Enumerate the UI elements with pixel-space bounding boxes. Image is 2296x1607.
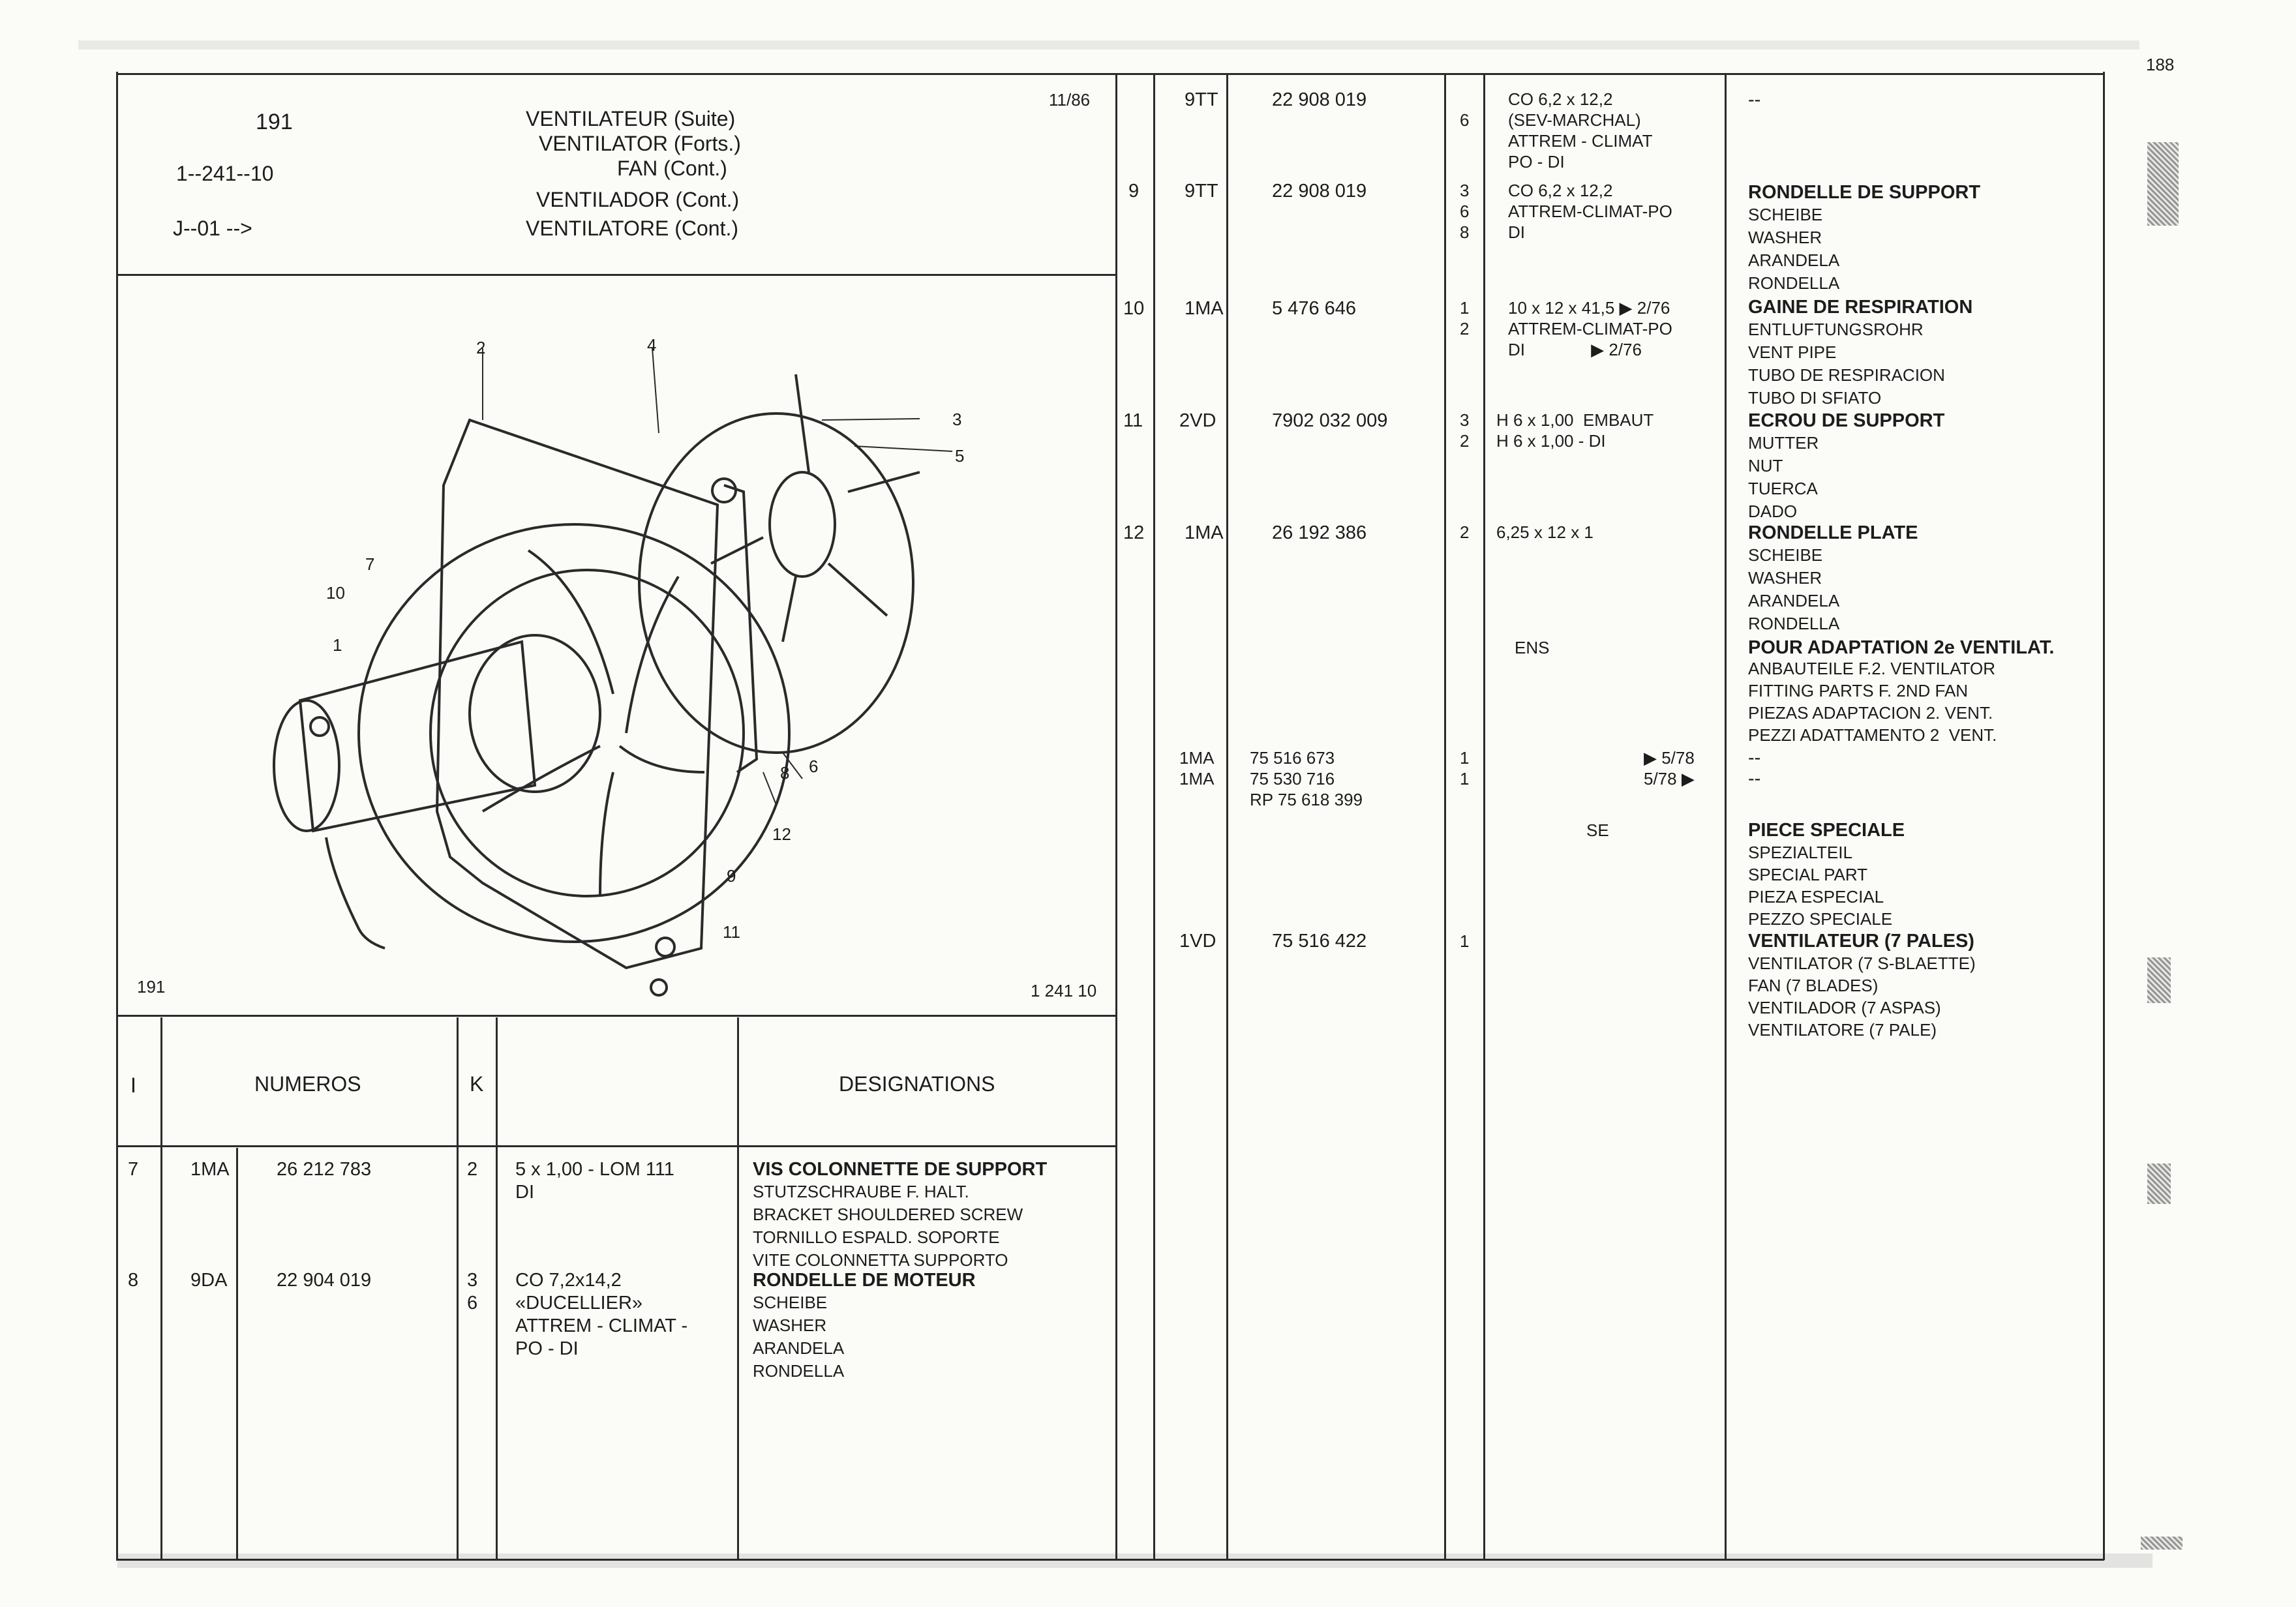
- title-en: FAN (Cont.): [617, 157, 727, 180]
- title-de: VENTILATOR (Forts.): [539, 132, 741, 155]
- right-row-number: 22 908 019: [1272, 181, 1367, 202]
- right-row-code: 1VD: [1179, 931, 1216, 952]
- section-number: 191: [256, 110, 293, 134]
- callout-8: 8: [780, 763, 790, 783]
- callout-1: 1: [333, 635, 342, 655]
- right-row-translations: ANBAUTEILE F.2. VENTILATOR FITTING PARTS F. 2ND FAN PIEZAS ADAPTACION 2. VENT. PEZZI ADATTAMENTO 2 VENT.: [1748, 659, 1997, 745]
- right-row-qty: 1 2: [1460, 298, 1470, 338]
- leader-line: [854, 446, 952, 451]
- title-fr: VENTILATEUR (Suite): [526, 107, 736, 130]
- callout-10: 10: [326, 583, 345, 603]
- second-fan-blade: [796, 374, 809, 472]
- right-row-spec: 10 x 12 x 41,5 ▶ 2/76 ATTREM-CLIMAT-PO DI ▶ 2/76: [1508, 298, 1672, 359]
- left-col-line: [457, 1017, 459, 1559]
- left-row-code: 9DA: [190, 1270, 228, 1291]
- fan-blade: [600, 772, 613, 896]
- left-row-index: 8: [128, 1270, 139, 1291]
- callout-2: 2: [476, 338, 486, 357]
- right-row-translations: ENTLUFTUNGSROHR VENT PIPE TUBO DE RESPIRACION TUBO DI SFIATO: [1748, 320, 1945, 408]
- second-fan-blade: [711, 537, 763, 563]
- col-header-designations: DESIGNATIONS: [839, 1072, 995, 1096]
- left-col-line: [160, 1017, 162, 1559]
- right-row-designation: POUR ADAPTATION 2e VENTILAT.: [1748, 637, 2055, 658]
- right-row-number: 5 476 646: [1272, 298, 1357, 319]
- callout-9: 9: [727, 866, 736, 886]
- callout-7: 7: [365, 554, 375, 574]
- leader-line: [652, 348, 659, 433]
- right-edge-stamp: [2147, 1164, 2171, 1204]
- right-row-code: 2VD: [1179, 410, 1216, 431]
- left-row-number: 26 212 783: [277, 1159, 372, 1180]
- motor-wire: [326, 837, 385, 948]
- right-row-designation: RONDELLE DE SUPPORT: [1748, 182, 1981, 203]
- second-fan-blade: [783, 577, 796, 642]
- left-row-qty: 3 6: [467, 1270, 478, 1314]
- right-row-code: 1MA 1MA: [1179, 748, 1215, 788]
- right-row-designation: --: [1748, 89, 1761, 110]
- arrow-code: J--01 -->: [173, 217, 252, 240]
- col-header-numeros: NUMEROS: [254, 1072, 361, 1096]
- title-it: VENTILATORE (Cont.): [526, 217, 738, 240]
- right-row-number: 26 192 386: [1272, 522, 1367, 543]
- right-col-line: [1483, 73, 1485, 1559]
- washer: [656, 938, 674, 956]
- nut: [651, 980, 667, 995]
- leader-line: [763, 772, 776, 805]
- right-row-qty: 2: [1460, 522, 1470, 542]
- left-row-translations: SCHEIBE WASHER ARANDELA RONDELLA: [753, 1293, 845, 1381]
- col-header-index: I: [130, 1074, 136, 1097]
- right-row-spec: CO 6,2 x 12,2 ATTREM-CLIMAT-PO DI: [1508, 181, 1672, 242]
- right-row-translations: SCHEIBE WASHER ARANDELA RONDELLA: [1748, 205, 1840, 293]
- right-row-qty: 1 1: [1460, 748, 1470, 788]
- fan-shroud: [437, 420, 718, 968]
- right-row-designation: ECROU DE SUPPORT: [1748, 410, 1945, 431]
- top-scan-noise: [78, 40, 2139, 50]
- second-fan-blade: [848, 472, 920, 492]
- right-row-translations: MUTTER NUT TUERCA DADO: [1748, 433, 1819, 521]
- right-edge-stamp: [2147, 957, 2171, 1003]
- left-row-designation: RONDELLE DE MOTEUR: [753, 1270, 976, 1291]
- table-header-divider: [116, 1145, 1115, 1147]
- diagram-footer-right: 1 241 10: [1031, 981, 1097, 1000]
- right-row-translations: VENTILATOR (7 S-BLAETTE) FAN (7 BLADES) VENTILADOR (7 ASPAS) VENTILATORE (7 PALE): [1748, 954, 1976, 1040]
- second-fan-hub: [770, 472, 835, 577]
- left-col-line: [737, 1017, 739, 1559]
- right-row-translations: SCHEIBE WASHER ARANDELA RONDELLA: [1748, 545, 1840, 633]
- callout-11: 11: [723, 922, 740, 942]
- right-row-translations: SPEZIALTEIL SPECIAL PART PIEZA ESPECIAL PEZZO SPECIALE: [1748, 843, 1893, 929]
- right-row-number: 75 516 422: [1272, 931, 1367, 952]
- right-row-index: 12: [1123, 522, 1145, 543]
- left-row-translations: STUTZSCHRAUBE F. HALT. BRACKET SHOULDERED SCREW TORNILLO ESPALD. SOPORTE VITE COLONNETTA SUPPORTO: [753, 1182, 1023, 1270]
- left-row-index: 7: [128, 1159, 139, 1180]
- left-row-qty: 2: [467, 1159, 478, 1180]
- diagram-footer-left: 191: [137, 977, 166, 997]
- right-col-line: [1725, 73, 1727, 1559]
- title-es: VENTILADOR (Cont.): [536, 188, 740, 211]
- right-row-spec: SE: [1586, 820, 1609, 840]
- right-row-code: 1MA: [1185, 522, 1224, 543]
- motor-terminal: [310, 717, 329, 736]
- right-row-designation: -- --: [1748, 747, 1761, 789]
- corner-label: 188: [2146, 55, 2175, 74]
- left-row-number: 22 904 019: [277, 1270, 372, 1291]
- right-col-line: [1153, 73, 1155, 1559]
- callout-12: 12: [772, 824, 791, 844]
- callout-5: 5: [955, 446, 965, 466]
- right-row-designation: GAINE DE RESPIRATION: [1748, 297, 1973, 318]
- frame-top: [116, 73, 2104, 75]
- second-fan-ring: [639, 413, 913, 753]
- right-row-number: 75 516 673 75 530 716 RP 75 618 399: [1250, 748, 1363, 809]
- right-row-qty: 6: [1460, 110, 1470, 130]
- callout-4: 4: [647, 335, 657, 355]
- leader-line: [822, 419, 920, 420]
- mounting-bracket: [724, 485, 757, 772]
- right-row-spec: CO 6,2 x 12,2 (SEV-MARCHAL) ATTREM - CLIMAT PO - DI: [1508, 89, 1653, 172]
- right-row-spec: 6,25 x 12 x 1: [1496, 522, 1594, 542]
- right-row-index: 9: [1128, 181, 1140, 202]
- frame-bottom: [116, 1559, 2104, 1561]
- header-divider: [116, 274, 1115, 276]
- right-row-spec: H 6 x 1,00 EMBAUT H 6 x 1,00 - DI: [1496, 410, 1654, 451]
- right-row-number: 7902 032 009: [1272, 410, 1388, 431]
- fan-blade: [620, 746, 704, 772]
- right-row-code: 9TT: [1185, 181, 1218, 202]
- section-ref: 1--241--10: [176, 162, 274, 185]
- right-row-spec: ▶ 5/78 5/78 ▶: [1644, 748, 1695, 788]
- right-row-designation: PIECE SPECIALE: [1748, 820, 1905, 841]
- callout-3: 3: [952, 410, 962, 429]
- left-col-line: [496, 1017, 498, 1559]
- right-edge-stamp: [2147, 142, 2179, 226]
- col-header-k: K: [470, 1072, 484, 1096]
- left-row-code: 1MA: [190, 1159, 230, 1180]
- right-row-qty: 1: [1460, 931, 1470, 951]
- shroud-ring: [359, 524, 789, 942]
- right-row-code: 9TT: [1185, 89, 1218, 110]
- right-row-qty: 3 6 8: [1460, 181, 1470, 242]
- right-row-spec: ENS: [1515, 638, 1550, 657]
- right-edge-stamp: [2141, 1537, 2183, 1550]
- right-row-number: 22 908 019: [1272, 89, 1367, 110]
- right-col-line: [1226, 73, 1228, 1559]
- right-row-designation: VENTILATEUR (7 PALES): [1748, 931, 1974, 952]
- diagram-divider: [116, 1015, 1115, 1017]
- right-col-line: [1444, 73, 1446, 1559]
- right-row-code: 1MA: [1185, 298, 1224, 319]
- left-row-spec: 5 x 1,00 - LOM 111 DI: [515, 1159, 674, 1203]
- fan-motor: [470, 635, 600, 792]
- callout-6: 6: [809, 757, 819, 776]
- right-col-line: [1115, 73, 1117, 1559]
- left-row-designation: VIS COLONNETTE DE SUPPORT: [753, 1159, 1048, 1180]
- right-row-index: 10: [1123, 298, 1145, 319]
- right-row-qty: 3 2: [1460, 410, 1470, 451]
- date-code: 11/86: [1049, 90, 1091, 110]
- second-fan-blade: [828, 563, 887, 616]
- right-row-index: 11: [1123, 410, 1143, 431]
- frame-right: [2103, 72, 2105, 1560]
- bracket-bolt: [712, 479, 736, 502]
- fan-assembly-diagram: [117, 277, 1115, 1014]
- right-row-designation: RONDELLE PLATE: [1748, 522, 1918, 543]
- bottom-scan-noise: [117, 1554, 2152, 1568]
- left-row-spec: CO 7,2x14,2 «DUCELLIER» ATTREM - CLIMAT - PO - DI: [515, 1270, 688, 1359]
- left-col-line: [236, 1148, 238, 1559]
